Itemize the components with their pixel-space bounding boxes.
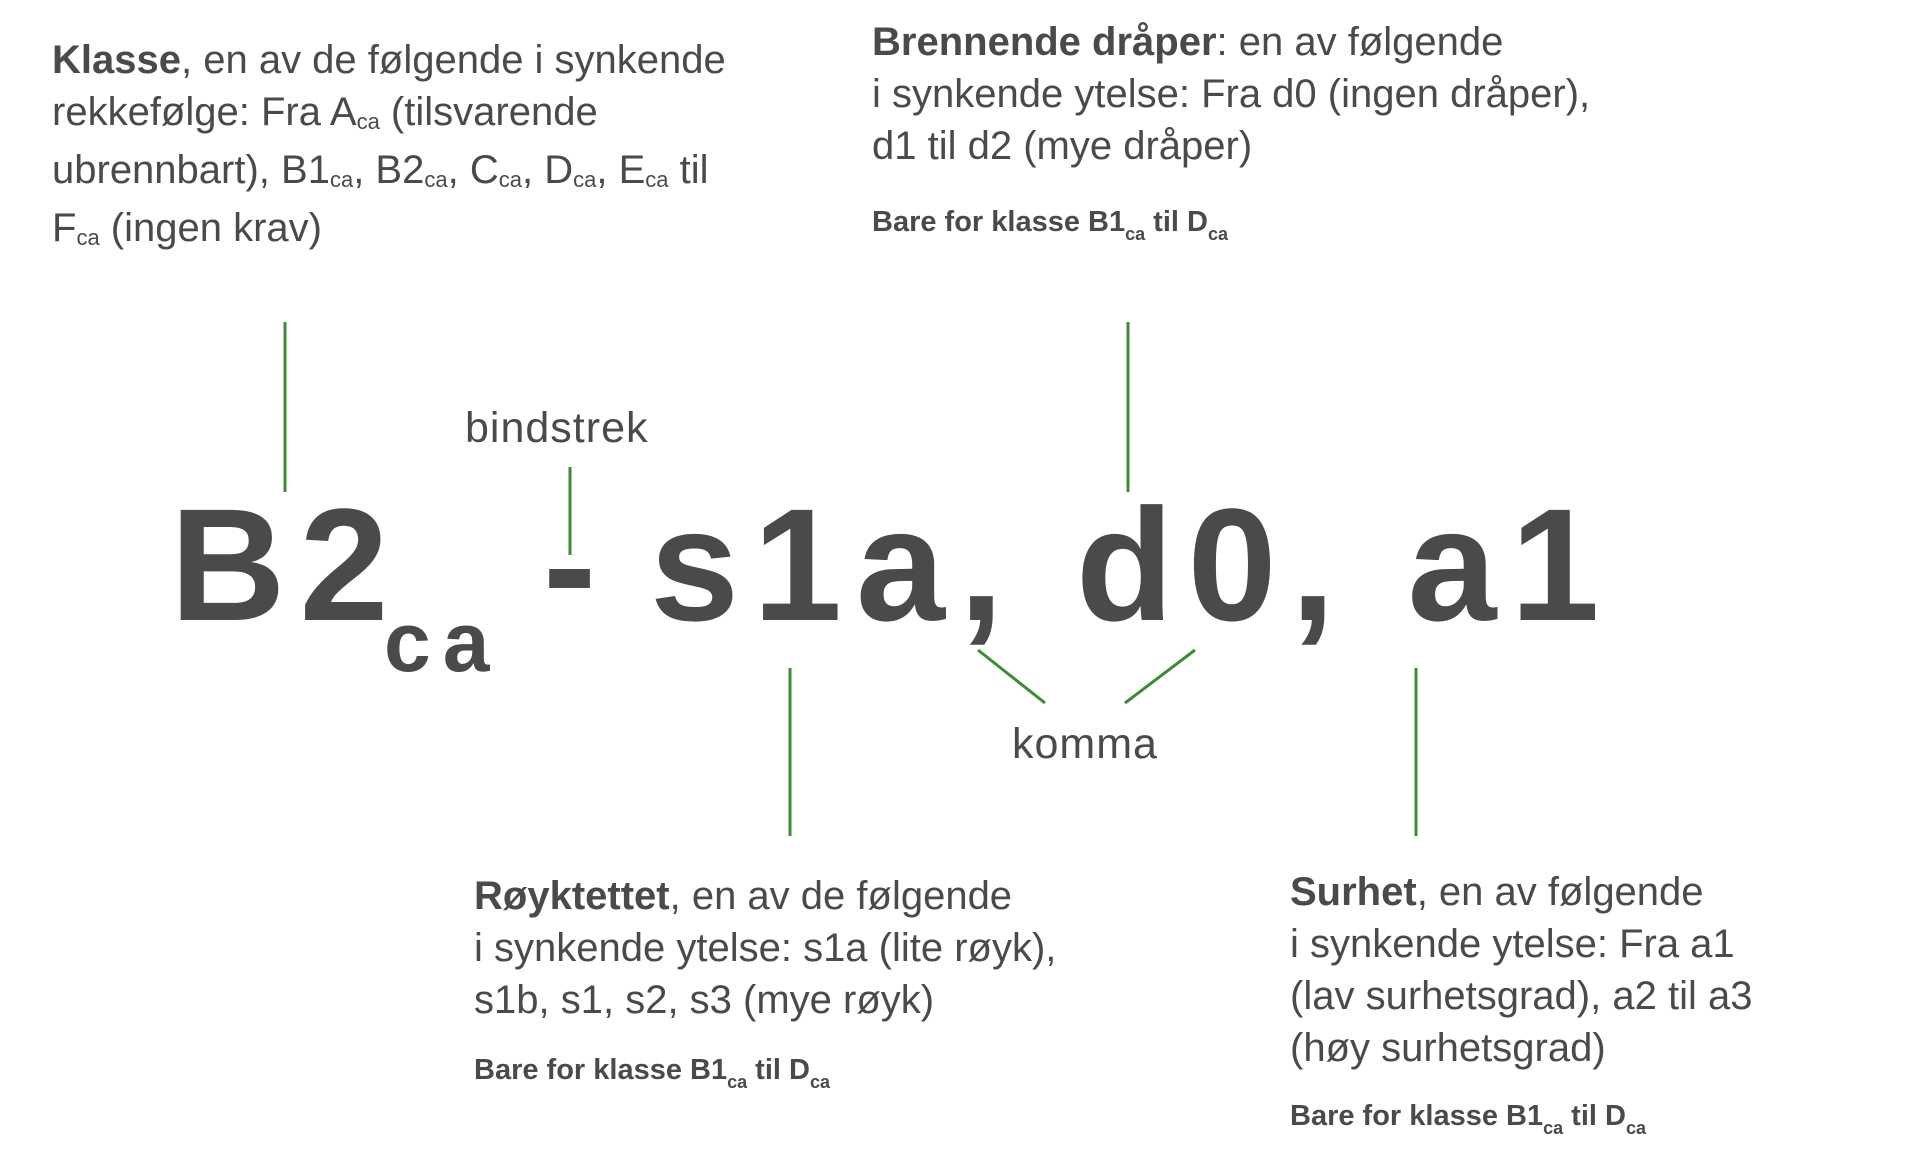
draaper-description: Brennende dråper: en av følgende i synkende ytelse: Fra d0 (ingen dråper), d1 til d2 (mye dråper) [872, 20, 1591, 168]
classification-code-hyphen: - [543, 475, 611, 654]
royk-description: Røyktettet, en av de følgende i synkende ytelse: s1a (lite røyk), s1b, s1, s2, s3 (mye røyk) [474, 874, 1057, 1022]
draaper-title: Brennende dråper [872, 20, 1217, 64]
klasse-title: Klasse [52, 38, 181, 82]
komma-connector-right [1125, 650, 1195, 703]
komma-label: komma [1012, 720, 1158, 768]
draaper-note: Bare for klasse $B1_{ca}$ til $D_{ca}$ [872, 206, 1228, 244]
klasse-description: Klasse, en av de følgende i synkende rekkefølge: Fra Aca (tilsvarende ubrennbart), B1ca, B2ca, Cca, Dca, Eca til Fca (ingen krav) [52, 38, 726, 250]
classification-code-main: B2 [170, 475, 403, 654]
surhet-note: Bare for klasse $B1_{ca}$ til $D_{ca}$ [1290, 1100, 1646, 1138]
classification-code-subscript: ca [384, 595, 502, 689]
royk-note: Bare for klasse $B1_{ca}$ til $D_{ca}$ [474, 1054, 830, 1092]
classification-code-rest: s1a, d0, a1 [650, 475, 1614, 654]
surhet-title: Surhet [1290, 870, 1417, 914]
royk-title: Røyktettet [474, 874, 670, 918]
komma-connector-left [978, 650, 1045, 703]
surhet-description: Surhet, en av følgende i synkende ytelse: Fra a1 (lav surhetsgrad), a2 til a3 (høy surhetsgrad) [1290, 870, 1753, 1070]
bindstrek-label: bindstrek [465, 404, 649, 452]
